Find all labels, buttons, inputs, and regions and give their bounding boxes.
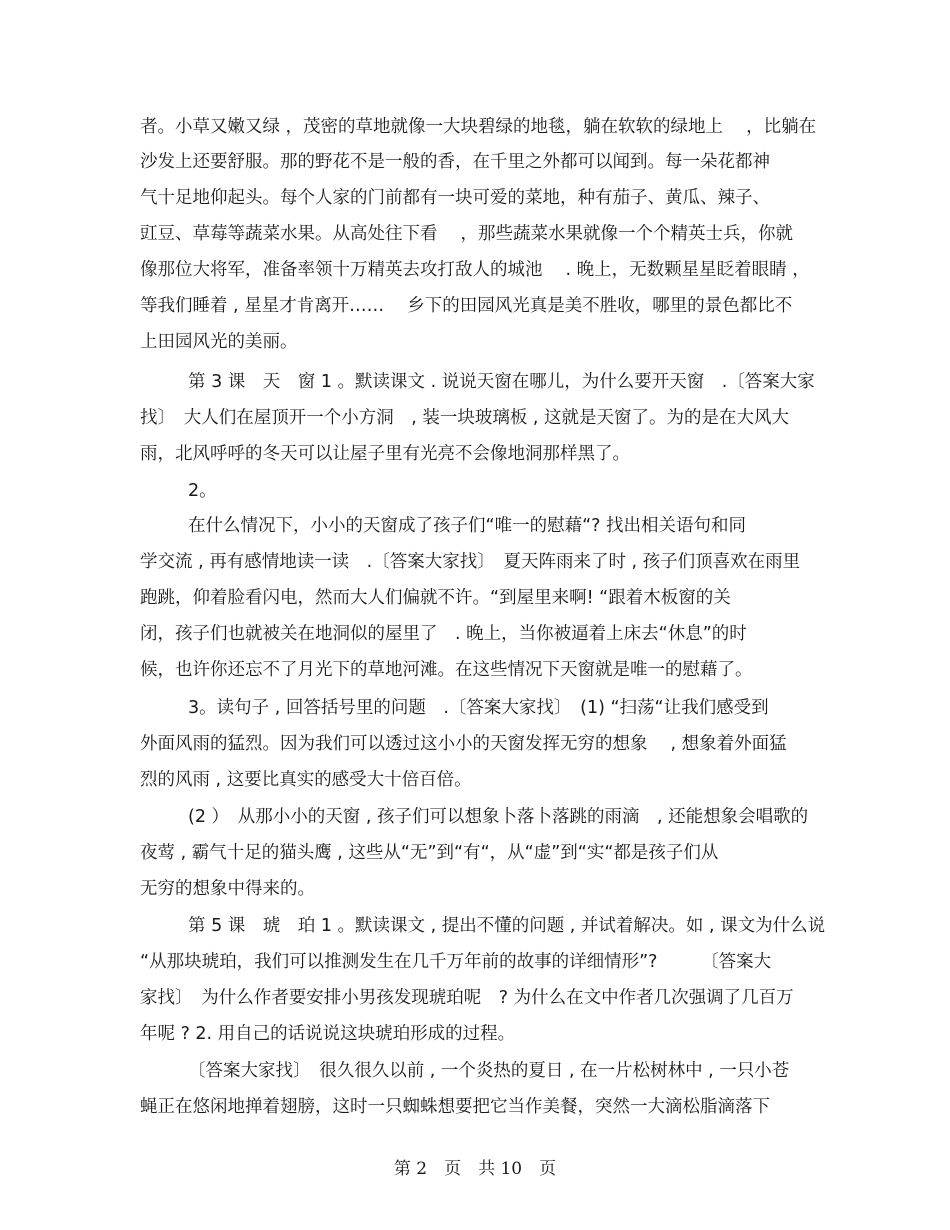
text-line: “从那块琥珀，我们可以推测发生在几千万年前的故事的详细情形”? 〔答案大 [140, 952, 772, 972]
text-line: 烈的风雨 , 这要比真实的感受大十倍百倍。 [140, 770, 472, 790]
text-line: 蝇正在悠闲地掸着翅膀，这时一只蜘蛛想要把它当作美餐，突然一大滴松脂滴落下 [140, 1097, 770, 1117]
text-line: 等我们睡着 , 星星才肯离开…… 乡下的田园风光真是美不胜收，哪里的景色都比不 [140, 296, 793, 316]
text-line: 像那位大将军，准备率领十万精英去攻打敌人的城池 . 晚上，无数颗星星眨着眼睛 ， [140, 260, 810, 280]
text-line: 上田园风光的美丽。 [140, 332, 298, 352]
text-line: 找〕 大人们在屋顶开一个小方洞 , 装一块玻璃板 , 这就是天窗了。为的是在大风大 [140, 408, 790, 428]
text-line: 闭，孩子们也就被关在地洞似的屋里了 . 晚上，当你被逼着上床去“休息”的时 [140, 624, 747, 644]
text-line: 豇豆、草莓等蔬菜水果。从高处往下看 ，那些蔬菜水果就像一个个精英士兵，你就 [140, 224, 794, 244]
text-line: 2。 [188, 481, 217, 501]
text-line: 学交流 , 再有感情地读一读 .〔答案大家找〕 夏天阵雨来了时 , 孩子们顶喜欢在雨里 [140, 552, 801, 572]
text-line: 第 3 课 天 窗 1 。默读课文 . 说说天窗在哪儿，为什么要开天窗 .〔答案大家 [188, 372, 815, 392]
text-line: 者。小草又嫩又绿 ，茂密的草地就像一大块碧绿的地毯，躺在软软的绿地上 ，比躺在 [140, 117, 817, 137]
text-line: 气十足地仰起头。每个人家的门前都有一块可爱的菜地，种有茄子、黄瓜、辣子、 [140, 188, 770, 208]
text-line: 外面风雨的猛烈。因为我们可以透过这小小的天窗发挥无穷的想象 , 想象着外面猛 [140, 734, 787, 754]
text-line: 在什么情况下，小小的天窗成了孩子们“唯一的慰藉“? 找出相关语句和同 [188, 516, 746, 536]
text-line: (2 ） 从那小小的天窗 , 孩子们可以想象卜落卜落跳的雨滴 , 还能想象会唱歌的 [188, 807, 809, 827]
text-line: 夜莺 , 霸气十足的猫头鹰 , 这些从“无”到“有“，从“虚”到“实“都是孩子们从 [140, 843, 719, 863]
text-line: 雨，北风呼呼的冬天可以让屋子里有光亮不会像地洞那样黑了。 [140, 444, 630, 464]
text-line: 沙发上还要舒服。那的野花不是一般的香，在千里之外都可以闻到。每一朵花都神 [140, 152, 770, 172]
text-line: 3。读句子 , 回答括号里的问题 .〔答案大家找〕 (1) “扫荡“让我们感受到 [188, 698, 769, 718]
text-line: 家找〕 为什么作者要安排小男孩发现琥珀呢 ? 为什么在文中作者几次强调了几百万 [140, 988, 794, 1008]
text-line: 第 5 课 琥 珀 1 。默读课文 , 提出不懂的问题 , 并试着解决。如 , 课文为什么说 [188, 916, 826, 936]
text-line: 候，也许你还忘不了月光下的草地河滩。在这些情况下天窗就是唯一的慰藉了。 [140, 660, 753, 680]
text-line: 跑跳，仰着脸看闪电，然而大人们偏就不许。“到屋里来啊! “跟着木板窗的关 [140, 588, 731, 608]
text-line: 无穷的想象中得来的。 [140, 879, 315, 899]
page-number-footer: 第 2 页 共 10 页 [393, 1159, 557, 1179]
text-line: 年呢 ? 2. 用自己的话说说这块琥珀形成的过程。 [140, 1024, 516, 1044]
text-line: 〔答案大家找〕 很久很久以前 , 一个炎热的夏日 , 在一片松树林中 , 一只小苍 [188, 1061, 790, 1081]
